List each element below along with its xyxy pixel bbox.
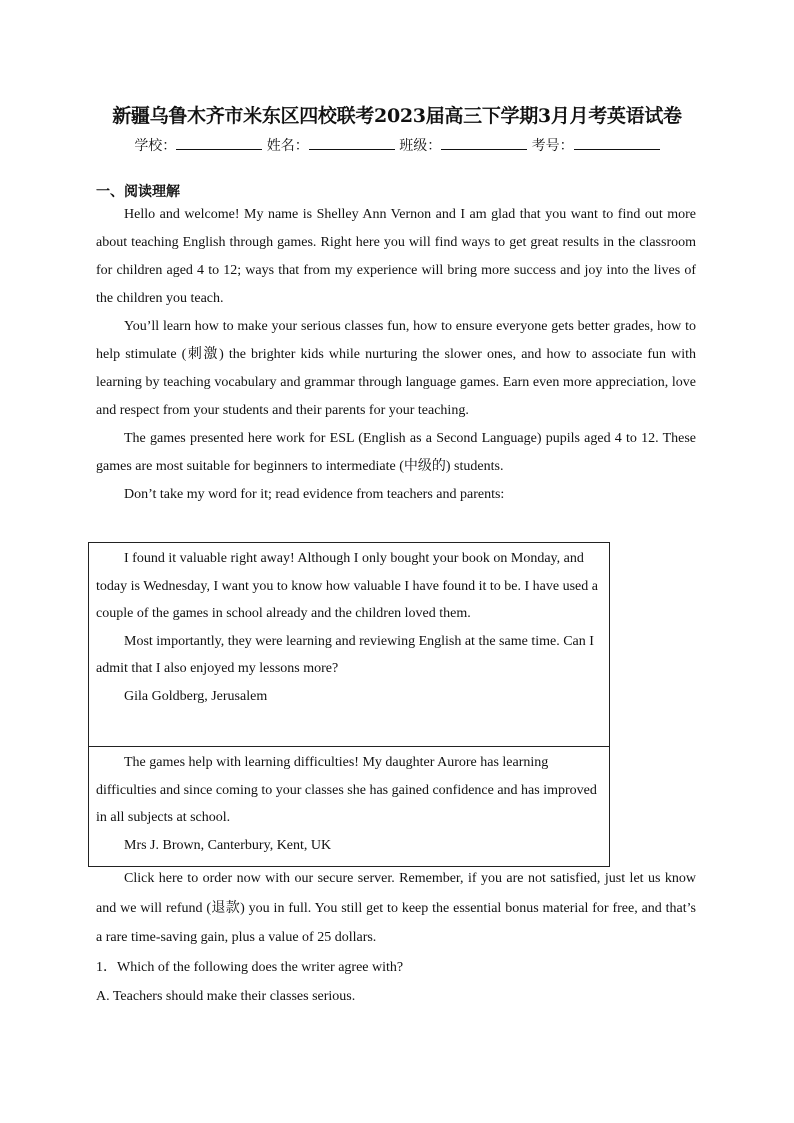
passage-paragraph: You’ll learn how to make your serious classes fun, how to ensure everyone gets better grades, how to help stimulate (刺激) the brighter kids while nurturing the slower ones, and how to associate fun with learning by teaching vocabulary and grammar through language games. Earn even more appreciation, love and respect from your students and their parents for your teaching. xyxy=(96,319,696,418)
exam-number-label: 考号： xyxy=(531,138,574,154)
exam-number-blank[interactable] xyxy=(574,136,660,150)
school-label: 学校： xyxy=(134,138,177,154)
testimonial-box xyxy=(88,542,610,747)
testimonial-paragraph: I found it valuable right away! Although I only bought your book on Monday, and today is Wednesday, I want you to know how valuable I have found it to be. I have used a couple of the games in school already and the children loved them. xyxy=(96,551,598,621)
testimonial-author: Gila Goldberg, Jerusalem xyxy=(124,688,268,704)
passage-paragraph: Hello and welcome! My name is Shelley Ann Vernon and I am glad that you want to find out more about teaching English through games. Right here you will find ways to get great results in the classroom for children aged 4 to 12; ways that from my experience will bring more success and joy into the lives of the children you teach. xyxy=(96,207,696,306)
class-label: 班级： xyxy=(399,138,442,154)
closing-and-question xyxy=(96,864,696,1012)
name-label: 姓名： xyxy=(266,138,309,154)
class-blank[interactable] xyxy=(441,136,527,150)
reading-passage xyxy=(96,201,696,509)
testimonial-paragraph: Most importantly, they were learning and reviewing English at the same time. Can I admit that I also enjoyed my lessons more? xyxy=(96,633,594,676)
section-heading: 一、阅读理解 xyxy=(96,184,180,200)
testimonial-author: Mrs J. Brown, Canterbury, Kent, UK xyxy=(124,837,332,853)
school-blank[interactable] xyxy=(176,136,262,150)
student-info-line xyxy=(0,135,794,155)
name-blank[interactable] xyxy=(309,136,395,150)
testimonial-paragraph: The games help with learning difficulties! My daughter Aurore has learning difficulties and since coming to your classes she has gained confidence and has improved in all subjects at school. xyxy=(96,755,597,825)
passage-paragraph: The games presented here work for ESL (English as a Second Language) pupils aged 4 to 12. These games are most suitable for beginners to intermediate (中级的) students. xyxy=(96,431,696,474)
passage-paragraph: Don’t take my word for it; read evidence from teachers and parents: xyxy=(124,487,505,502)
question-stem: 1．Which of the following does the writer agree with? xyxy=(96,959,404,975)
closing-paragraph: Click here to order now with our secure server. Remember, if you are not satisfied, just let us know and we will refund (退款) you in full. You still get to keep the essential bonus material for free, and that’s a rare time-saving gain, plus a value of 25 dollars. xyxy=(96,871,696,945)
answer-option-a[interactable]: A. Teachers should make their classes serious. xyxy=(96,989,356,1004)
page-title: 新疆乌鲁木齐市米东区四校联考2023届高三下学期3月月考英语试卷 xyxy=(112,105,682,127)
testimonial-box xyxy=(88,746,610,867)
